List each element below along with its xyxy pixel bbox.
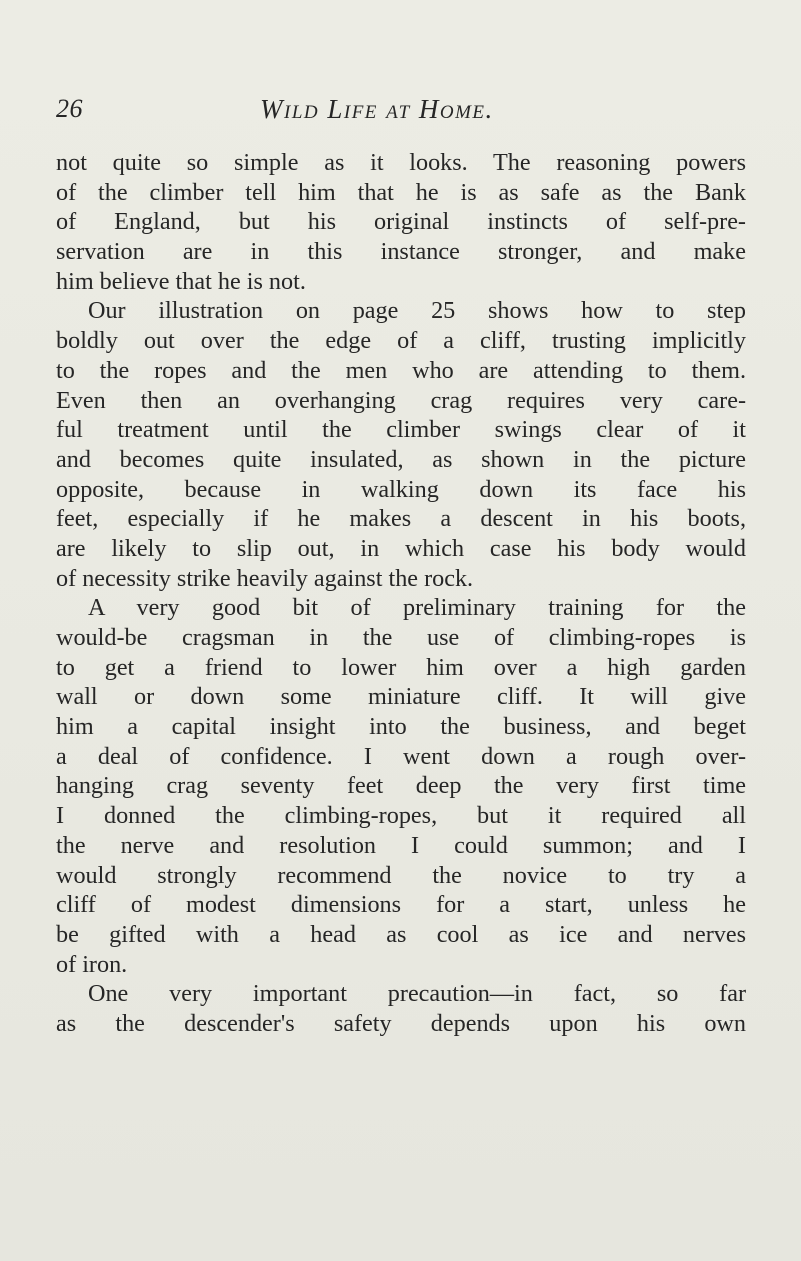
text-line: servation are in this instance stronger, and make — [56, 238, 746, 266]
text-line: A very good bit of preliminary training for the — [88, 594, 746, 622]
text-line: hanging crag seventy feet deep the very first time — [56, 772, 746, 800]
text-line: I donned the climbing-ropes, but it required all — [56, 802, 746, 830]
text-line: of iron. — [56, 950, 128, 978]
text-line: of England, but his original instincts of self-pre- — [56, 208, 746, 236]
text-line: wall or down some miniature cliff. It will give — [56, 683, 746, 711]
text-line: of necessity strike heavily against the rock. — [56, 564, 474, 592]
text-line: to the ropes and the men who are attending to them. — [56, 356, 746, 384]
text-line: a deal of confidence. I went down a rough over- — [56, 742, 746, 770]
text-line: him believe that he is not. — [56, 267, 306, 295]
text-line: opposite, because in walking down its face his — [56, 475, 746, 503]
text-line: cliff of modest dimensions for a start, unless he — [56, 891, 746, 919]
text-line: as the descender's safety depends upon his own — [56, 1009, 746, 1037]
text-line: One very important precaution—in fact, so far — [88, 980, 746, 1008]
text-line: ful treatment until the climber swings clear of it — [56, 416, 746, 444]
text-line: would strongly recommend the novice to try a — [56, 861, 746, 889]
text-line: be gifted with a head as cool as ice and nerves — [56, 920, 746, 948]
text-line: him a capital insight into the business, and beget — [56, 713, 746, 741]
running-title: Wild Life at Home. — [260, 94, 494, 124]
text-line: Even then an overhanging crag requires very care- — [56, 386, 746, 414]
text-line: the nerve and resolution I could summon; and I — [56, 831, 746, 859]
text-line: boldly out over the edge of a cliff, trusting implicitly — [56, 327, 746, 355]
page-number: 26 — [56, 94, 83, 123]
text-line: feet, especially if he makes a descent in his boots, — [56, 505, 746, 533]
running-head — [56, 94, 756, 130]
text-line: of the climber tell him that he is as safe as the Bank — [56, 178, 746, 206]
text-line: are likely to slip out, in which case his body would — [56, 534, 746, 562]
text-line: to get a friend to lower him over a high garden — [56, 653, 746, 681]
body-text — [56, 148, 746, 1039]
text-line: Our illustration on page 25 shows how to step — [88, 297, 746, 325]
text-line: would-be cragsman in the use of climbing-ropes is — [56, 624, 746, 651]
text-line: not quite so simple as it looks. The reasoning powers — [56, 149, 746, 176]
text-line: and becomes quite insulated, as shown in the picture — [56, 445, 746, 473]
